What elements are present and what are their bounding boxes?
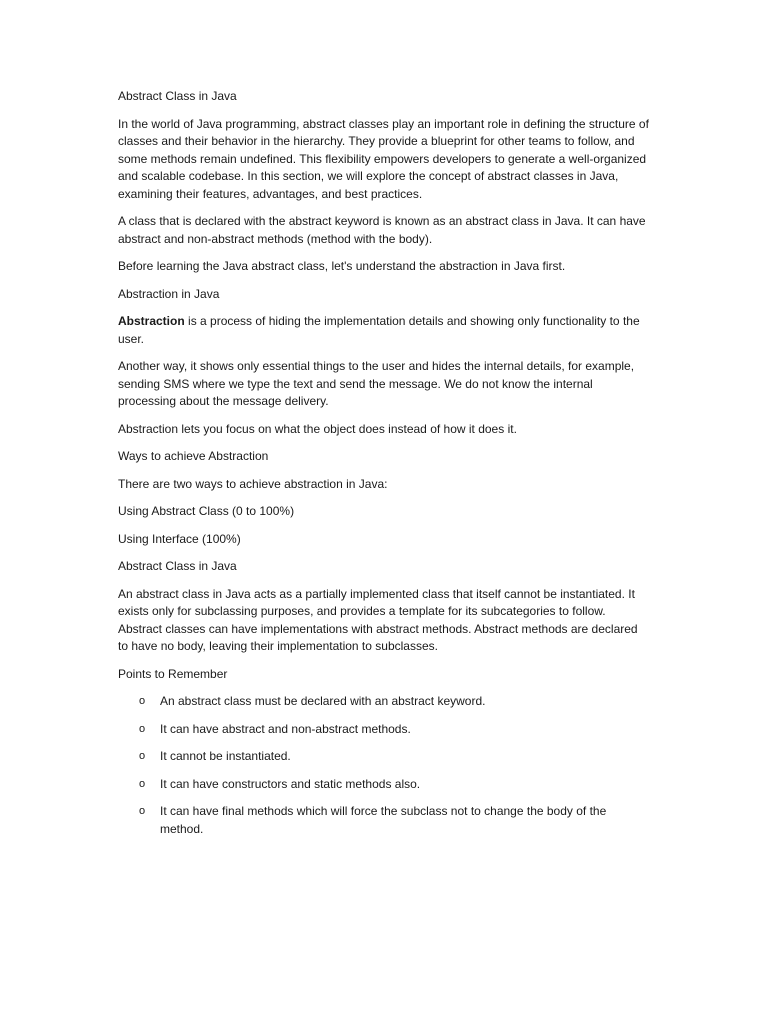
- abstraction-paragraph: [118, 313, 650, 348]
- two-ways-paragraph: There are two ways to achieve abstraction in Java:: [118, 476, 388, 491]
- document-title: Abstract Class in Java: [118, 89, 237, 103]
- abstract-class-heading: Abstract Class in Java: [118, 559, 237, 573]
- list-item: [139, 721, 650, 739]
- list-item: [139, 803, 650, 838]
- points-heading: Points to Remember: [118, 666, 228, 681]
- abstraction-definition-text: is a process of hiding the implementation details and showing only functionality to the user.: [118, 314, 640, 346]
- list-item: [139, 693, 650, 711]
- abstraction-heading: Abstraction in Java: [118, 286, 220, 301]
- bullet-circle-icon: o: [139, 750, 146, 762]
- intro-paragraph: In the world of Java programming, abstract classes play an important role in defining the structure of classes and their behavior in the hierarchy. They provide a blueprint for other teams to follow, and some methods remain undefined. This flexibility empowers developers to generate a well-organized and scalable codebase. In this section, we will explore the concept of abstract classes in Java, examining their features, advantages, and best practices.: [118, 116, 649, 201]
- list-item-text: An abstract class must be declared with an abstract keyword.: [160, 694, 486, 708]
- abstraction-bold-term: Abstraction: [118, 314, 185, 328]
- bullet-circle-icon: o: [139, 695, 146, 707]
- before-learning-paragraph: Before learning the Java abstract class, let's understand the abstraction in Java first.: [118, 259, 566, 273]
- list-item-text: It can have abstract and non-abstract methods.: [160, 721, 411, 736]
- bullet-circle-icon: o: [139, 805, 146, 817]
- list-item-text: It can have constructors and static methods also.: [160, 776, 421, 791]
- definition-paragraph: A class that is declared with the abstract keyword is known as an abstract class in Java. It can have abstract and non-abstract methods (method with the body).: [118, 214, 646, 246]
- list-item-text: It can have final methods which will force the subclass not to change the body of the method.: [160, 804, 607, 836]
- list-item: [139, 776, 650, 794]
- list-item: [139, 748, 650, 766]
- list-item-text: It cannot be instantiated.: [160, 749, 291, 763]
- bullet-circle-icon: o: [139, 777, 146, 790]
- points-list: [118, 693, 650, 838]
- way-interface: Using Interface (100%): [118, 531, 241, 546]
- abstract-class-paragraph: An abstract class in Java acts as a partially implemented class that itself cannot be instantiated. It exists only for subclassing purposes, and provides a template for its subcategories to follow. Abstract classes can have implementations with abstract methods. Abstract methods are declared to have no body, leaving their implementation to subclasses.: [118, 586, 638, 653]
- bullet-circle-icon: o: [139, 722, 146, 735]
- focus-paragraph: Abstraction lets you focus on what the object does instead of how it does it.: [118, 421, 517, 436]
- ways-heading: Ways to achieve Abstraction: [118, 449, 269, 463]
- another-way-paragraph: Another way, it shows only essential things to the user and hides the internal details, for example, sending SMS where we type the text and send the message. We do not know the internal processing about the message delivery.: [118, 359, 635, 408]
- way-abstract-class: Using Abstract Class (0 to 100%): [118, 504, 295, 518]
